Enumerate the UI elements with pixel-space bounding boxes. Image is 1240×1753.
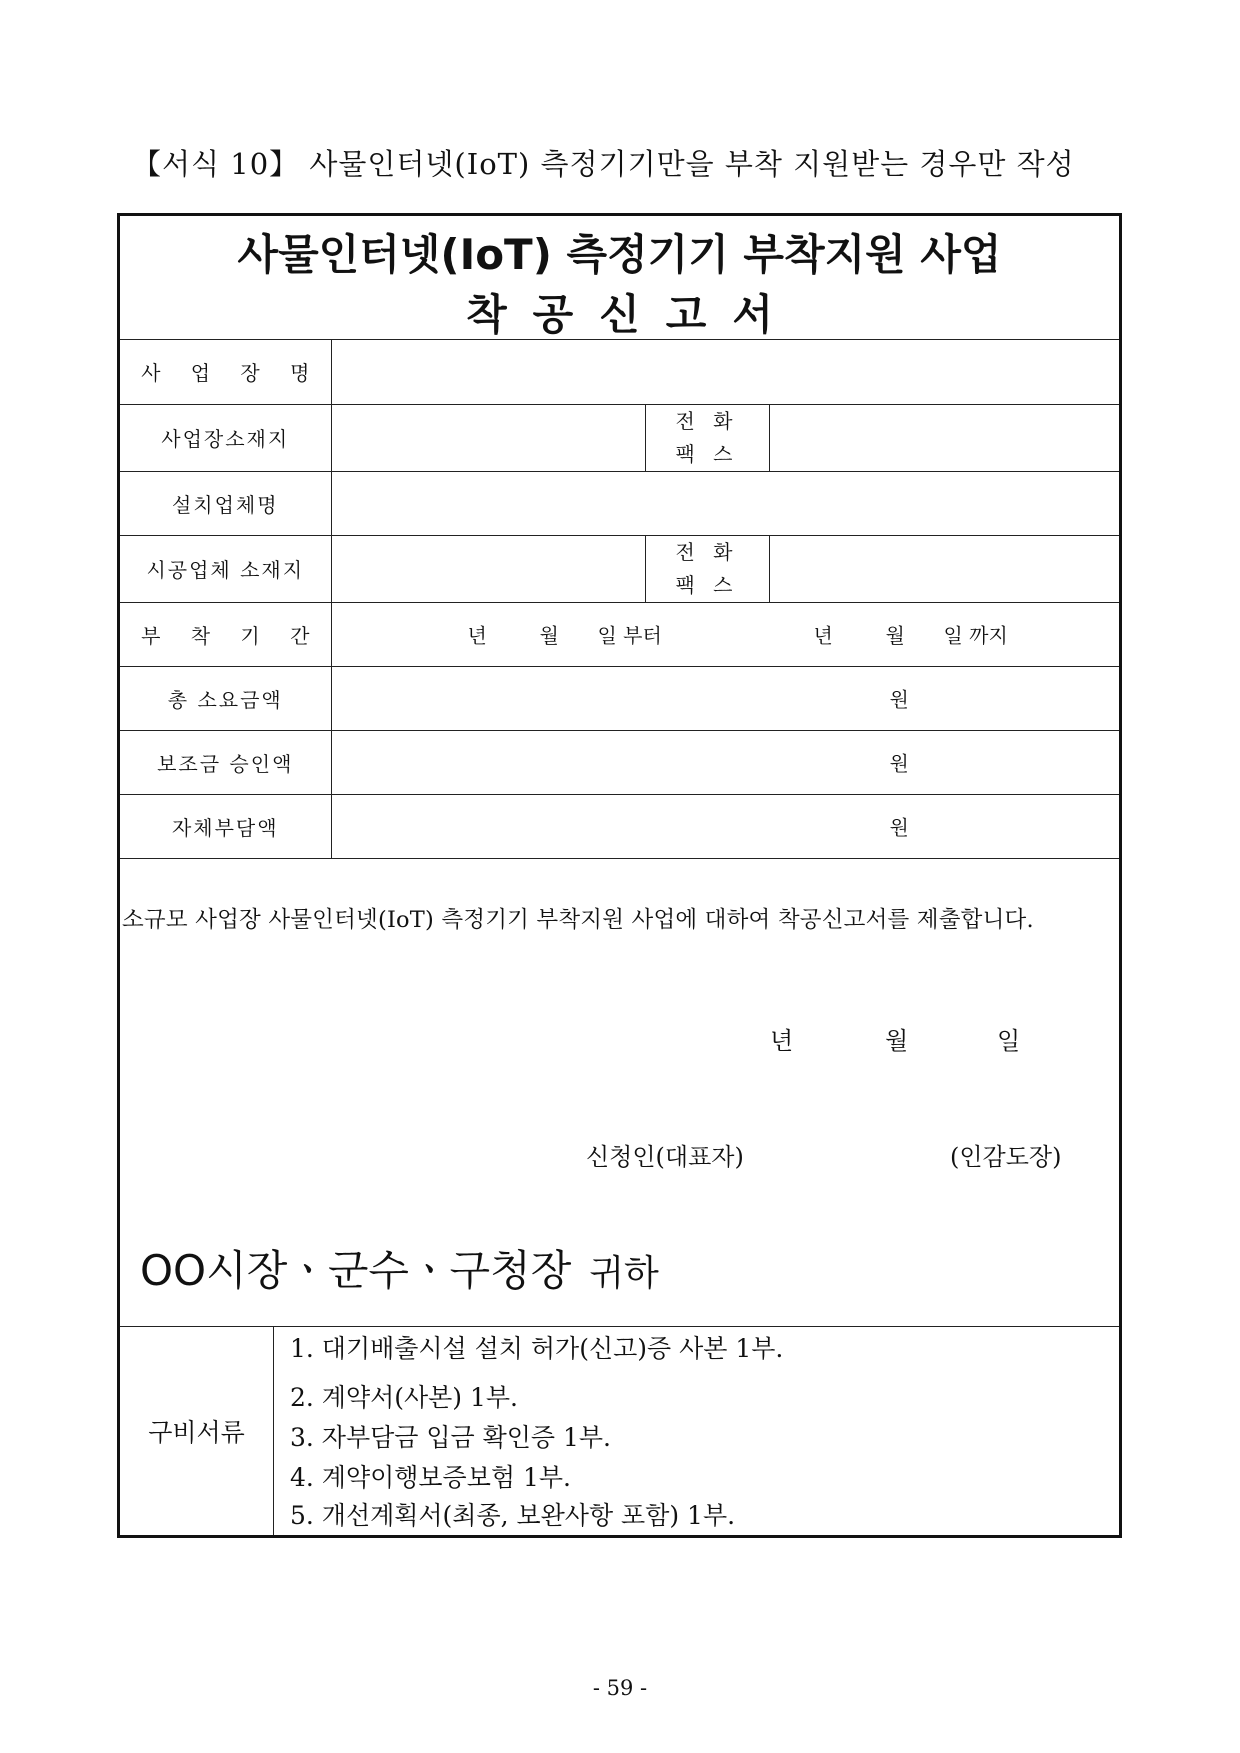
label-phone: 전 화 — [675, 408, 739, 433]
date-day[interactable]: 일 — [997, 1027, 1021, 1055]
input-total-cost[interactable] — [331, 666, 1119, 730]
document-item: 4. 계약이행보증보험 1부. — [290, 1463, 571, 1492]
addressee-suffix: 귀하 — [589, 1253, 659, 1294]
applicant-label: 신청인(대표자) — [586, 1143, 744, 1171]
currency-unit: 원 — [889, 815, 909, 840]
label-fax: 팩 스 — [675, 441, 739, 466]
period-to-year: 년 — [813, 623, 833, 648]
document-item: 1. 대기배출시설 설치 허가(신고)증 사본 1부. — [290, 1334, 784, 1363]
seal-label[interactable]: (인감도장) — [950, 1143, 1062, 1171]
row-installer-name — [120, 471, 1119, 535]
period-from-year: 년 — [467, 623, 487, 648]
form-heading: 【서식 10】 사물인터넷(IoT) 측정기기만을 부착 지원받는 경우만 작성 — [132, 147, 1075, 181]
row-business-address — [120, 404, 1119, 471]
label-attach-period: 부 착 기 간 — [120, 602, 331, 666]
input-business-name[interactable] — [331, 340, 1119, 404]
document-item: 3. 자부담금 입금 확인증 1부. — [290, 1423, 611, 1452]
input-installer-address[interactable] — [331, 535, 645, 602]
info-table — [120, 340, 1119, 859]
label-installer-address: 시공업체 소재지 — [120, 535, 331, 602]
label-phone-fax — [645, 404, 769, 471]
input-self-burden[interactable] — [331, 794, 1119, 858]
label-business-address: 사업장소재지 — [120, 404, 331, 471]
required-documents — [120, 1326, 1119, 1535]
report-form — [117, 213, 1122, 1538]
document-item: 2. 계약서(사본) 1부. — [290, 1383, 519, 1412]
label-total-cost: 총 소요금액 — [120, 666, 331, 730]
input-business-phone-fax[interactable] — [769, 404, 1119, 471]
submission-statement: 소규모 사업장 사물인터넷(IoT) 측정기기 부착지원 사업에 대하여 착공신고서를 제출합니다. — [122, 907, 1034, 933]
label-installer-name: 설치업체명 — [120, 471, 331, 535]
label-installer-phone-fax — [645, 535, 769, 602]
addressee — [140, 1238, 659, 1298]
label-subsidy-approved: 보조금 승인액 — [120, 730, 331, 794]
row-business-name — [120, 340, 1119, 404]
date-month[interactable]: 월 — [885, 1027, 909, 1055]
input-attach-period[interactable] — [331, 602, 1119, 666]
date-year[interactable]: 년 — [770, 1027, 794, 1055]
label-installer-fax: 팩 스 — [675, 572, 739, 597]
document-item: 5. 개선계획서(최종, 보완사항 포함) 1부. — [290, 1501, 736, 1530]
currency-unit: 원 — [889, 687, 909, 712]
period-from-month: 월 — [539, 623, 559, 648]
title-block — [120, 216, 1119, 340]
row-total-cost — [120, 666, 1119, 730]
input-subsidy-approved[interactable] — [331, 730, 1119, 794]
row-self-burden — [120, 794, 1119, 858]
input-business-address[interactable] — [331, 404, 645, 471]
label-self-burden: 자체부담액 — [120, 794, 331, 858]
page-number: - 59 - — [592, 1676, 648, 1700]
row-attach-period — [120, 602, 1119, 666]
label-business-name: 사 업 장 명 — [120, 340, 331, 404]
form-subtitle: 착공신고서 — [466, 290, 799, 339]
currency-unit: 원 — [889, 751, 909, 776]
row-installer-address — [120, 535, 1119, 602]
addressee-name: OO시장ㆍ군수ㆍ구청장 — [140, 1246, 572, 1295]
period-to-day: 일 까지 — [943, 623, 1008, 648]
form-title: 사물인터넷(IoT) 측정기기 부착지원 사업 — [237, 230, 1002, 279]
period-to-month: 월 — [885, 623, 905, 648]
period-from-day: 일 부터 — [597, 623, 662, 648]
input-installer-name[interactable] — [331, 471, 1119, 535]
label-installer-phone: 전 화 — [675, 539, 739, 564]
input-installer-phone-fax[interactable] — [769, 535, 1119, 602]
required-documents-label: 구비서류 — [120, 1327, 274, 1535]
row-subsidy-approved — [120, 730, 1119, 794]
